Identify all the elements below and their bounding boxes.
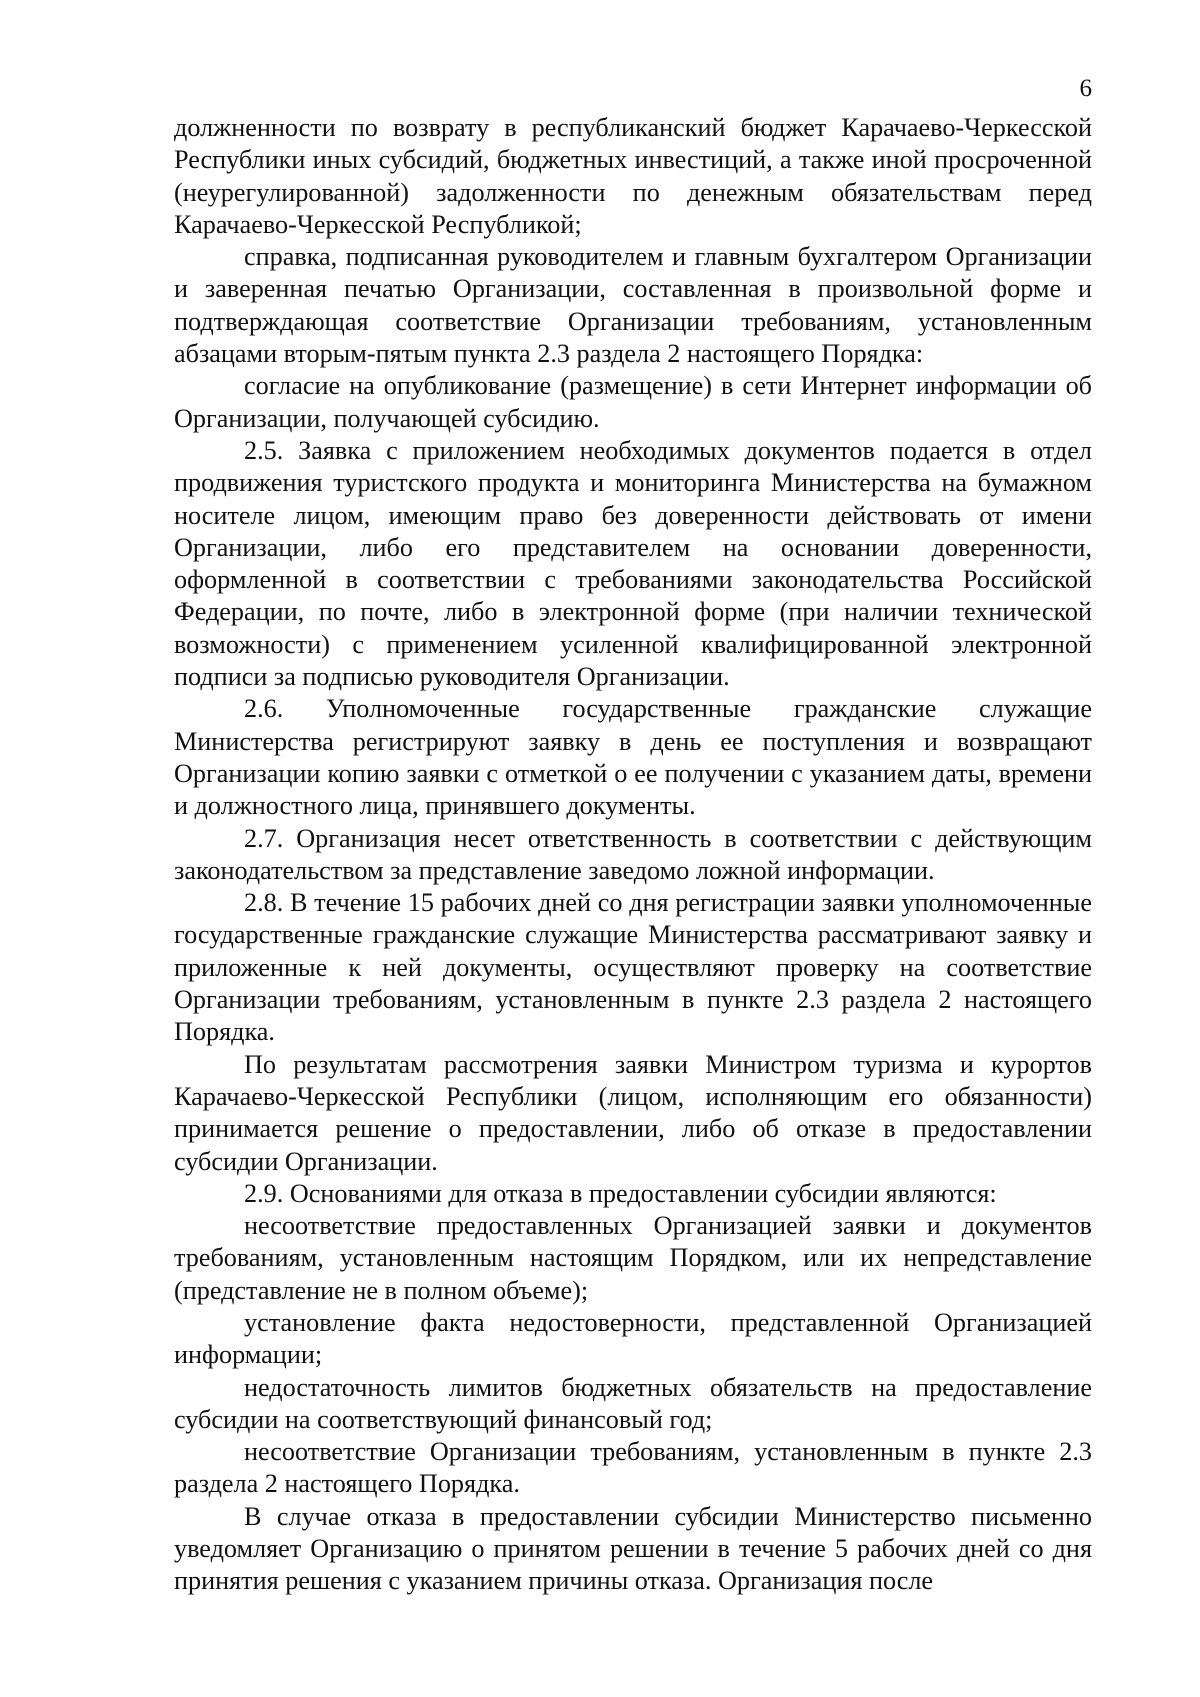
paragraph-refusal-reason-1: несоответствие предоставленных Организацией заявки и документов требованиям, установленным настоящим Порядком, или их непредставление (представление не в полном объеме); xyxy=(174,1211,1092,1305)
paragraph-2-5: 2.5. Заявка с приложением необходимых документов подается в отдел продвижения туристского продукта и мониторинга Министерства на бумажном носителе лицом, имеющим право без доверенности действовать от имени Организации, либо его представителем на основании доверенности, оформленной в соответствии с требованиями законодательства Российской Федерации, по почте, либо в электронной форме (при наличии технической возможности) с применением усиленной квалифицированной электронной подписи за подписью руководителя Организации. xyxy=(174,435,1092,692)
paragraph-refusal-reason-4: несоответствие Организации требованиям, установленным в пункте 2.3 раздела 2 настоящего Порядка. xyxy=(174,1437,1092,1499)
paragraph-review-result: По результатам рассмотрения заявки Министром туризма и курортов Карачаево-Черкесской Республики (лицом, исполняющим его обязанности) принимается решение о предоставлении, либо об отказе в предоставлении субсидии Организации. xyxy=(174,1049,1092,1176)
paragraph-refusal-reason-3: недостаточность лимитов бюджетных обязательств на предоставление субсидии на соответствующий финансовый год; xyxy=(174,1372,1092,1434)
paragraph-refusal-reason-2: установление факта недостоверности, представленной Организацией информации; xyxy=(174,1307,1092,1370)
paragraph-debt-continuation: должненности по возврату в республиканский бюджет Карачаево-Черкесской Республики иных субсидий, бюджетных инвестиций, а также иной просроченной (неурегулированной) задолженности по денежным обязательствам перед Карачаево-Черкесской Республикой; xyxy=(174,113,1092,239)
document-body xyxy=(174,112,1092,1598)
paragraph-2-9: 2.9. Основаниями для отказа в предоставлении субсидии являются: xyxy=(244,1178,997,1208)
paragraph-refusal-notice: В случае отказа в предоставлении субсидии Министерство письменно уведомляет Организацию о принятом решении в течение 5 рабочих дней со дня принятия решения с указанием причины отказа. Организация после xyxy=(174,1501,1092,1596)
paragraph-2-6: 2.6. Уполномоченные государственные гражданские служащие Министерства регистрируют заявку в день ее поступления и возвращают Организации копию заявки с отметкой о ее получении с указанием даты, времени и должностного лица, принявшего документы. xyxy=(174,694,1092,821)
paragraph-certificate: справка, подписанная руководителем и главным бухгалтером Организации и заверенная печатью Организации, составленная в произвольной форме и подтверждающая соответствие Организации требованиям, установленным абзацами вторым-пятым пункта 2.3 раздела 2 настоящего Порядка: xyxy=(174,242,1092,369)
paragraph-2-7: 2.7. Организация несет ответственность в соответствии с действующим законодательством за представление заведомо ложной информации. xyxy=(174,823,1092,885)
paragraph-2-8: 2.8. В течение 15 рабочих дней со дня регистрации заявки уполномоченные государственные гражданские служащие Министерства рассматривают заявку и приложенные к ней документы, осуществляют проверку на соответствие Организации требованиям, установленным в пункте 2.3 раздела 2 настоящего Порядка. xyxy=(174,888,1092,1047)
paragraph-consent: согласие на опубликование (размещение) в сети Интернет информации об Организации, получающей субсидию. xyxy=(174,371,1092,433)
page-number: 6 xyxy=(1079,75,1092,102)
